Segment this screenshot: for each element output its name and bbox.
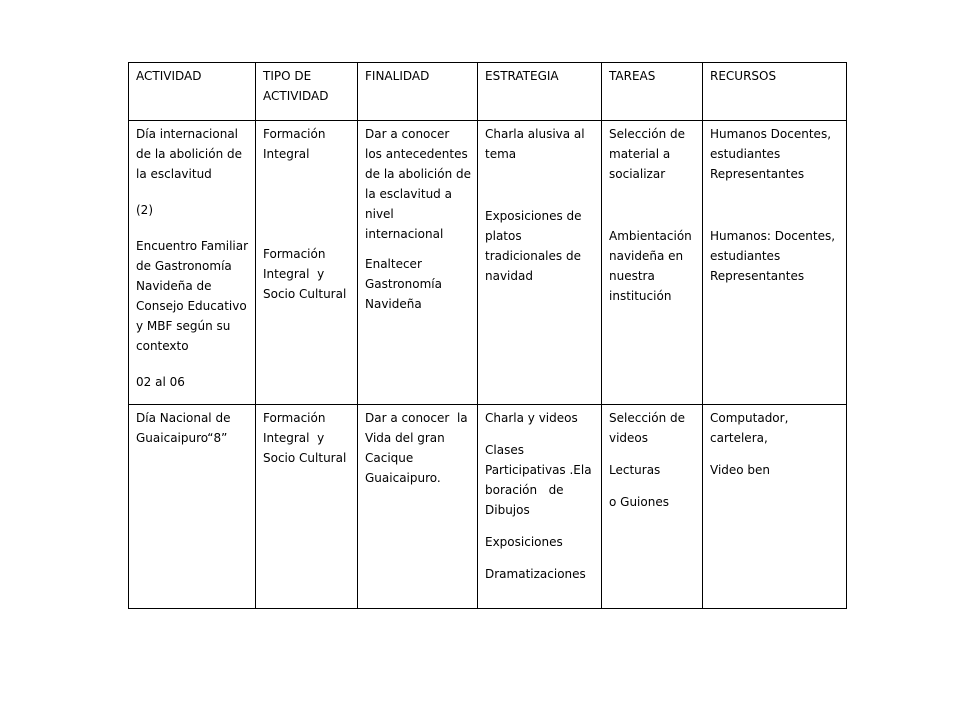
header-tipo-de-actividad: TIPO DE ACTIVIDAD	[256, 63, 358, 121]
cell-tareas: Selección de videos Lecturas o Guiones	[602, 405, 703, 609]
header-tareas: TAREAS	[602, 63, 703, 121]
header-finalidad: FINALIDAD	[358, 63, 478, 121]
cell-finalidad: Dar a conocer la Vida del gran Cacique Guaicaipuro.	[358, 405, 478, 609]
cell-estrategia: Charla alusiva al tema Exposiciones de platos tradicionales de navidad	[478, 121, 602, 405]
cell-recursos: Computador, cartelera, Video ben	[703, 405, 847, 609]
cell-tareas: Selección de material a socializar Ambientación navideña en nuestra institución	[602, 121, 703, 405]
header-recursos: RECURSOS	[703, 63, 847, 121]
cell-recursos: Humanos Docentes, estudiantes Representantes Humanos: Docentes, estudiantes Representantes	[703, 121, 847, 405]
header-estrategia: ESTRATEGIA	[478, 63, 602, 121]
cell-tipo: Formación Integral Formación Integral y Socio Cultural	[256, 121, 358, 405]
table-header-row	[129, 63, 847, 121]
cell-finalidad: Dar a conocer los antecedentes de la abolición de la esclavitud a nivel internacional Enaltecer Gastronomía Navideña	[358, 121, 478, 405]
cell-actividad: Día internacional de la abolición de la esclavitud (2) Encuentro Familiar de Gastronomía Navideña de Consejo Educativo y MBF según su contexto 02 al 06	[129, 121, 256, 405]
cell-estrategia: Charla y videos Clases Participativas .Ela boración de Dibujos Exposiciones Dramatizaciones	[478, 405, 602, 609]
table-row	[129, 405, 847, 609]
cell-tipo: Formación Integral y Socio Cultural	[256, 405, 358, 609]
activity-plan-table	[128, 62, 847, 609]
cell-actividad: Día Nacional de Guaicaipuro“8”	[129, 405, 256, 609]
table-row	[129, 121, 847, 405]
header-actividad: ACTIVIDAD	[129, 63, 256, 121]
